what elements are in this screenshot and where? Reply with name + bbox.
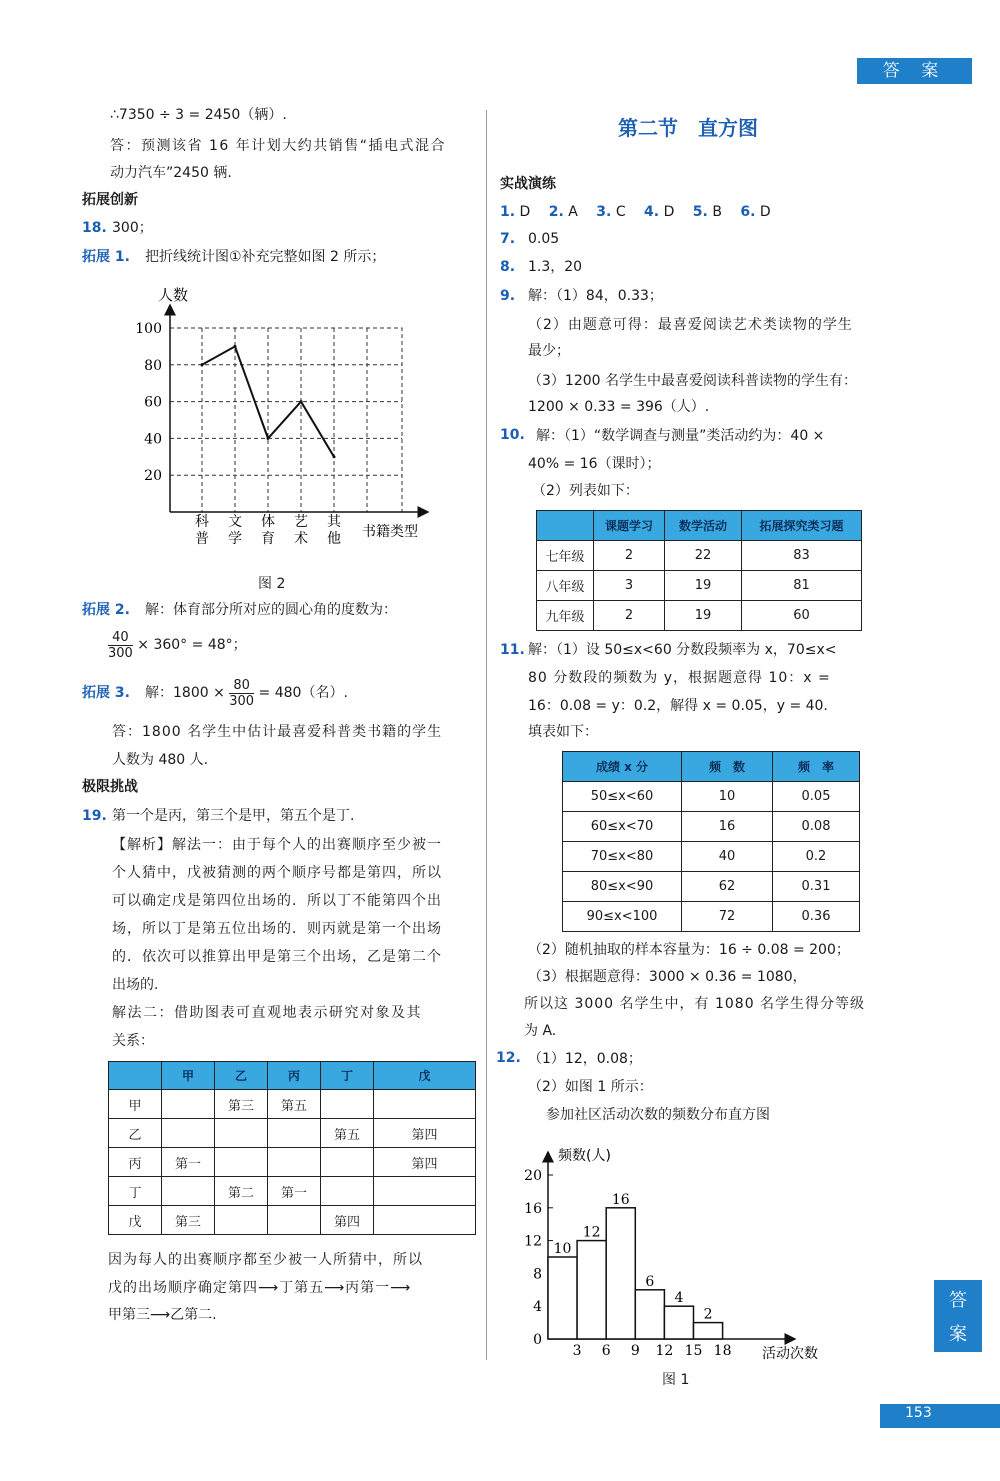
y-tick-label: 12 (524, 1233, 542, 1250)
choice-answers: 1. D 2. A 3. C 4. D 5. B 6. D (500, 204, 771, 220)
bar-value-label: 10 (553, 1241, 572, 1257)
table-row: 80≤x<90 62 0.31 (563, 872, 860, 902)
side-tab-top: 答 (949, 1290, 967, 1311)
q10-table (536, 510, 862, 631)
question-number: 9. (500, 288, 516, 304)
text-line: 40% = 16（课时）； (528, 456, 661, 472)
text-line: 甲第三⟶乙第二. (108, 1307, 217, 1323)
fraction (108, 630, 133, 661)
histogram-bar (548, 1257, 577, 1339)
y-tick-label: 16 (524, 1200, 542, 1217)
table-row: 戊 第三 第四 (109, 1206, 476, 1235)
numerator: 40 (112, 629, 129, 645)
y-axis-label: 频数(人) (558, 1148, 611, 1164)
answer-text: 解：（1）设 50≤x<60 分数段频率为 x，70≤x< (528, 642, 837, 658)
question-number: 19. (82, 808, 107, 824)
fraction (229, 678, 254, 709)
table-row: 90≤x<100 72 0.36 (563, 902, 860, 932)
y-tick-label: 60 (144, 394, 162, 411)
x-tick-label: 15 (684, 1343, 703, 1359)
answer-text: 把折线统计图①补充完整如图 2 所示； (145, 249, 386, 265)
section-heading: 实战演练 (500, 176, 556, 192)
y-tick-label: 0 (533, 1332, 542, 1348)
text-line: 所以这 3000 名学生中，有 1080 名学生得分等级 (524, 996, 866, 1012)
figure-caption: 图 1 (662, 1372, 690, 1388)
data-point (267, 437, 270, 440)
table-header: 乙 (215, 1062, 268, 1090)
table-row: 60≤x<70 16 0.08 (563, 812, 860, 842)
section-heading: 极限挑战 (82, 779, 138, 795)
table-row: 丁 第二 第一 (109, 1177, 476, 1206)
text-line: 1200 × 0.33 = 396（人）. (528, 399, 710, 415)
page-title: 第二节 直方图 (618, 116, 758, 140)
histogram-bar (694, 1323, 723, 1339)
x-axis-label: 书籍类型 (362, 524, 418, 540)
histogram-bar (606, 1208, 635, 1339)
y-tick-label: 20 (524, 1168, 542, 1184)
question-number: 拓展 2. (82, 602, 130, 618)
fig1-histogram (510, 1140, 840, 1365)
numerator: 80 (233, 677, 250, 693)
table-row: 九年级 2 19 60 (537, 601, 862, 631)
table-row: 丙 第一 第四 (109, 1148, 476, 1177)
table-row: 50≤x<60 10 0.05 (563, 782, 860, 812)
fraction-expression (145, 676, 348, 710)
x-tick-label: 文学 (228, 514, 242, 547)
x-tick-label: 6 (601, 1343, 611, 1359)
table-header: 数学活动 (665, 511, 742, 541)
answer-text: 解：体育部分所对应的圆心角的度数为： (145, 602, 397, 618)
x-axis-label: 活动次数 (762, 1346, 818, 1362)
answer-text: （1）12，0.08； (528, 1051, 642, 1067)
bar-value-label: 6 (645, 1273, 655, 1290)
table-row: 乙 第五 第四 (109, 1119, 476, 1148)
x-tick-label: 科普 (195, 514, 209, 547)
text-line: （2）由题意可得：最喜爱阅读艺术类读物的学生 (528, 317, 853, 333)
bar-value-label: 4 (674, 1290, 684, 1307)
text-line: 16：0.08 = y：0.2，解得 x = 0.05，y = 40. (528, 698, 828, 714)
table-header (537, 511, 594, 541)
x-tick-label: 12 (655, 1343, 674, 1359)
denominator: 300 (229, 693, 255, 709)
column-divider (486, 110, 487, 1360)
text-line: 填表如下： (528, 724, 598, 740)
text-line: 出场的. (112, 977, 159, 993)
text-line: 解法二：借助图表可直观地表示研究对象及其 (112, 1005, 422, 1021)
x-tick-label: 9 (630, 1343, 640, 1359)
histogram-bar (664, 1306, 693, 1339)
text-line: 戊的出场顺序确定第四⟶丁第五⟶丙第一⟶ (108, 1280, 412, 1296)
y-tick-label: 40 (144, 431, 162, 448)
expression: = 480（名）. (258, 685, 348, 701)
expression: 解：1800 × (145, 685, 225, 701)
data-point (300, 400, 303, 403)
answer-text: 1.3，20 (528, 259, 583, 275)
page-number-bar (880, 1404, 1000, 1428)
text-line: 最少； (528, 343, 570, 359)
text-line: 动力汽车”2450 辆. (110, 165, 232, 181)
q19-table (108, 1061, 476, 1235)
text-line: ∴7350 ÷ 3 = 2450（辆）. (110, 107, 287, 123)
table-header: 丁 (321, 1062, 374, 1090)
text-line: 可以确定戊是第四位出场的．所以丁不能第四个出 (112, 893, 442, 909)
table-header: 甲 (162, 1062, 215, 1090)
question-number: 8. (500, 259, 516, 275)
text-line: 为 A. (524, 1023, 557, 1039)
q11-table (562, 751, 860, 932)
figure-caption: 图 2 (258, 576, 286, 592)
table-row: 70≤x<80 40 0.2 (563, 842, 860, 872)
text-line: （3）根据题意得：3000 × 0.36 = 1080， (528, 969, 807, 985)
x-tick-label: 18 (713, 1343, 732, 1359)
text-line: 个人猜中，戊被猜测的两个顺序号都是第四，所以 (112, 865, 442, 881)
expression: × 360° = 48°； (137, 637, 247, 653)
data-point (201, 363, 204, 366)
question-number: 10. (500, 427, 525, 443)
page-number: 153 (905, 1405, 932, 1421)
text-line: 80 分数段的频数为 y，根据题意得 10：x = (528, 670, 831, 686)
table-header (109, 1062, 162, 1090)
table-header: 频 率 (773, 752, 860, 782)
y-tick-label: 80 (144, 357, 162, 374)
question-number: 11. (500, 642, 525, 658)
answer-text: 解：（1）84，0.33； (528, 288, 663, 304)
x-tick-label: 其他 (327, 514, 341, 547)
table-header: 拓展探究类习题 (742, 511, 862, 541)
question-number: 7. (500, 231, 516, 247)
text-line: （3）1200 名学生中最喜爱阅读科普读物的学生有： (528, 373, 857, 389)
y-tick-label: 20 (144, 468, 162, 485)
answer-text: 解：（1）“数学调查与测量”类活动约为：40 × (536, 428, 825, 444)
table-row: 甲 第三 第五 (109, 1090, 476, 1119)
table-header: 频 数 (682, 752, 773, 782)
question-number: 18. (82, 220, 107, 236)
denominator: 300 (108, 645, 133, 661)
question-number: 拓展 3. (82, 685, 130, 701)
y-tick-label: 100 (135, 321, 162, 337)
bar-value-label: 16 (611, 1191, 630, 1208)
bar-value-label: 12 (582, 1224, 601, 1241)
side-tab-bottom: 案 (949, 1324, 967, 1345)
fraction-expression (108, 628, 247, 662)
table-row: 八年级 3 19 81 (537, 571, 862, 601)
answer-text: 300； (112, 220, 153, 236)
section-heading: 拓展创新 (82, 192, 138, 208)
table-row: 七年级 2 22 83 (537, 541, 862, 571)
bar-value-label: 2 (703, 1306, 713, 1323)
text-line: 关系： (112, 1033, 154, 1049)
text-line: 因为每人的出赛顺序都至少被一人所猜中，所以 (108, 1252, 423, 1268)
table-header: 戊 (374, 1062, 476, 1090)
data-point (234, 345, 237, 348)
text-line: 答：预测该省 16 年计划大约共销售“插电式混合 (110, 138, 446, 154)
x-tick-label: 艺术 (294, 514, 308, 547)
text-line: （2）如图 1 所示： (528, 1079, 653, 1095)
table-header: 成绩 x 分 (563, 752, 682, 782)
y-tick-label: 8 (533, 1266, 542, 1283)
text-line: （2）随机抽取的样本容量为：16 ÷ 0.08 = 200； (528, 942, 850, 958)
chart-title: 参加社区活动次数的频数分布直方图 (546, 1107, 770, 1123)
x-tick-label: 3 (572, 1343, 582, 1359)
text-line: 场，所以丁是第五位出场的．则丙就是第一个出场 (112, 921, 442, 937)
question-number: 12. (496, 1050, 521, 1066)
answer-side-tab (934, 1280, 982, 1352)
text-line: 人数为 480 人. (112, 752, 209, 768)
data-point (333, 455, 336, 458)
histogram-bar (635, 1290, 664, 1339)
text-line: 【解析】解法一：由于每个人的出赛顺序至少被一 (112, 837, 442, 853)
fig2-line-chart (135, 280, 440, 555)
answer-header-tab: 答 案 (857, 58, 972, 84)
y-axis-label: 人数 (158, 286, 189, 304)
histogram-bar (577, 1241, 606, 1339)
text-line: （2）列表如下： (532, 483, 639, 499)
question-number: 拓展 1. (82, 249, 130, 265)
y-tick-label: 4 (533, 1299, 542, 1316)
x-tick-label: 体育 (261, 514, 275, 547)
text-line: 答：1800 名学生中估计最喜爱科普类书籍的学生 (112, 724, 443, 740)
answer-text: 0.05 (528, 231, 560, 247)
answer-text: 第一个是丙，第三个是甲，第五个是丁. (112, 808, 355, 824)
text-line: 的．依次可以推算出甲是第三个出场，乙是第二个 (112, 949, 442, 965)
table-header: 丙 (268, 1062, 321, 1090)
table-header: 课题学习 (594, 511, 665, 541)
